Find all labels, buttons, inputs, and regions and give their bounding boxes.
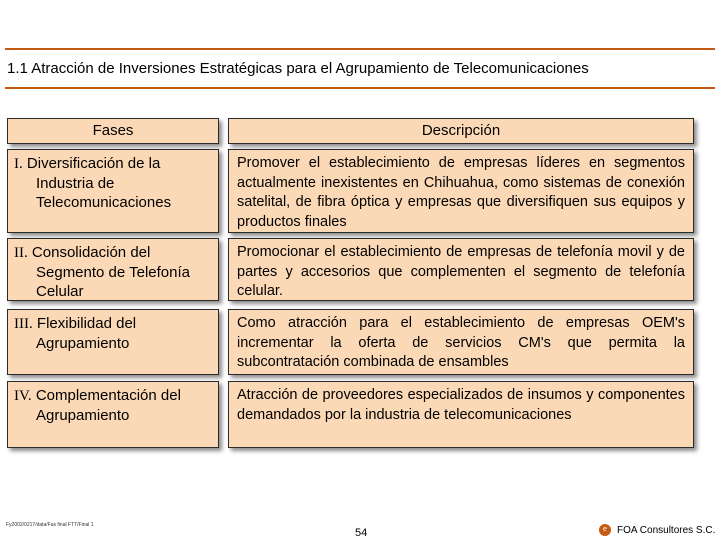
fase-label: Diversificación de la <box>26 155 161 172</box>
fase-label: Complementación del <box>35 387 181 404</box>
fase-numeral: IV. <box>14 388 32 404</box>
fase-cell-1 <box>7 149 219 233</box>
file-reference: Fy2002/0217/data/Fas final FTT/Final 1 <box>6 522 94 528</box>
fase-label-rest: Industria de Telecomunicaciones <box>36 175 172 211</box>
header-descripcion: Descripción <box>228 118 694 144</box>
descripcion-cell-4: Atracción de proveedores especializados de insumos y componentes demandados por la industria de telecomunicaciones <box>228 381 694 448</box>
fase-cell-4 <box>7 381 219 448</box>
header-fases: Fases <box>7 118 219 144</box>
page-number: 54 <box>355 527 368 539</box>
fase-label-rest: Agrupamiento <box>36 335 130 352</box>
title-rule <box>5 87 715 89</box>
fase-numeral: III. <box>14 316 33 332</box>
descripcion-cell-3: Como atracción para el establecimiento de empresas OEM's incrementar la oferta de servicios CM's que permita la subcontratación combinada de ensambles <box>228 309 694 375</box>
fase-numeral: II. <box>14 245 28 261</box>
descripcion-cell-1: Promover el establecimiento de empresas líderes en segmentos actualmente inexistentes en Chihuahua, como sistemas de conexión satelital, de fibra óptica y empresas que diversifiquen sus equipos y productos finales <box>228 149 694 233</box>
descripcion-cell-2: Promocionar el establecimiento de empresas de telefonía movil y de partes y accesorios que complementen el segmento de telefonía celular. <box>228 238 694 301</box>
fase-label: Consolidación del <box>31 244 151 261</box>
company-name: FOA Consultores S.C. <box>617 525 716 536</box>
fase-label-rest: Segmento de Telefonía Celular <box>36 264 191 300</box>
company-logo-icon: e <box>599 524 611 536</box>
top-rule <box>5 48 715 50</box>
fase-label-rest: Agrupamiento <box>36 407 130 424</box>
page-title: 1.1 Atracción de Inversiones Estratégicas para el Agrupamiento de Telecomunicaciones <box>7 60 589 77</box>
fase-numeral: I. <box>14 156 23 172</box>
fase-cell-2 <box>7 238 219 301</box>
fase-cell-3 <box>7 309 219 375</box>
fase-label: Flexibilidad del <box>36 315 137 332</box>
